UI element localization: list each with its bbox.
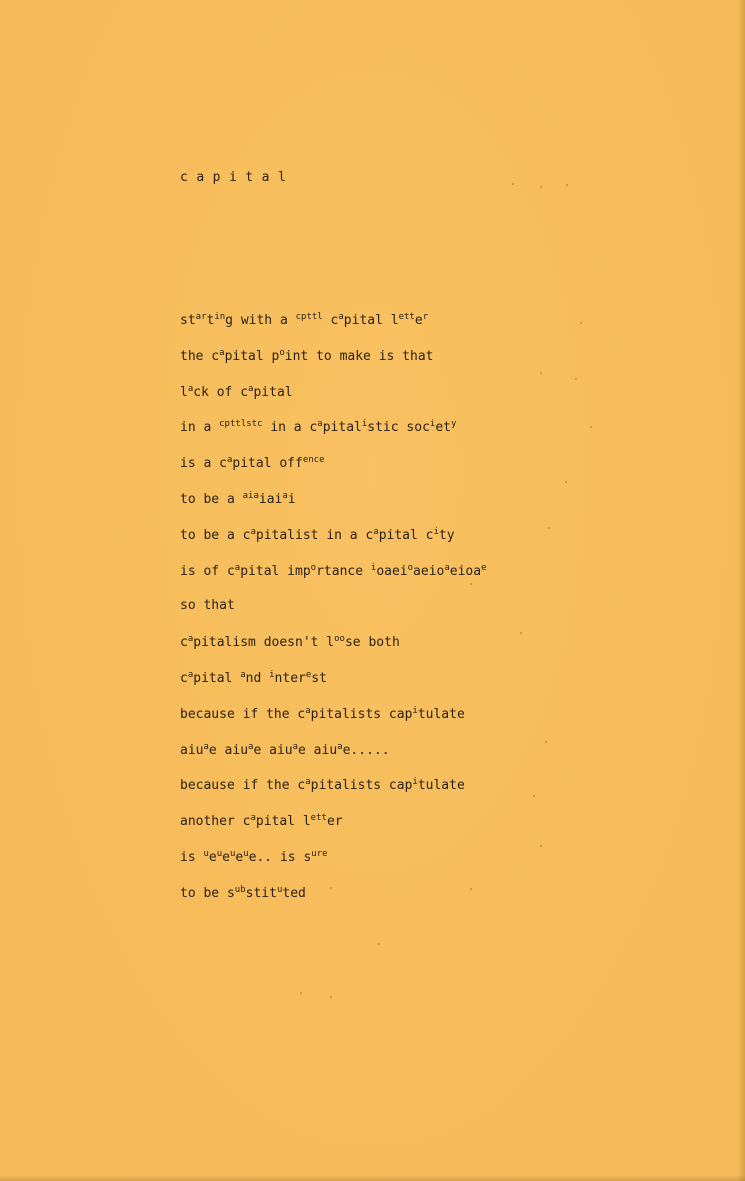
show-through-speck [548,527,550,529]
raised-letters: a [253,491,259,501]
line-text: e aiu [253,743,293,758]
raised-letters: ub [234,885,246,895]
line-text: pital [253,385,293,400]
line-text: is [180,850,204,865]
line-text: nter [274,671,306,686]
line-text: e aiu [298,743,338,758]
line-text: eioa [449,564,482,579]
show-through-speck [330,996,332,998]
raised-letters: ai [242,491,254,501]
line-text: pital [193,671,241,686]
line-text: i [287,492,296,507]
line-text: the c [180,349,220,364]
raised-letters: a [338,312,344,322]
raised-letters: o [310,563,317,573]
poem-line [180,598,235,613]
line-text: stic soc [367,420,430,435]
line-text: oaei [376,564,408,579]
line-text: e [208,850,217,865]
line-text: pitalists cap [310,707,413,722]
line-text: pital [322,420,362,435]
show-through-speck [520,632,522,634]
line-text: aeio [413,564,445,579]
line-text: in a c [262,420,318,435]
raised-letters: o [407,563,414,573]
line-text: pital p [224,349,280,364]
poem-line [180,491,296,507]
raised-letters: a [187,670,194,680]
show-through-speck [565,481,567,483]
line-text: pital l [343,313,399,328]
raised-letters: a [337,742,343,752]
raised-letters: oo [334,634,345,644]
line-text: pital c [378,528,434,543]
line-text: is a c [180,456,227,471]
raised-letters: u [276,885,283,895]
raised-letters: ett [398,312,415,322]
raised-letters: a [292,742,299,752]
raised-letters: ure [311,849,328,859]
raised-letters: i [412,706,418,716]
line-text: st [311,671,327,686]
show-through-speck [540,845,542,847]
show-through-speck [300,992,302,994]
raised-letters: i [269,670,275,680]
raised-letters: a [187,634,194,644]
poem-line [180,348,434,364]
show-through-speck [378,943,380,945]
line-text: ck of c [193,385,249,400]
raised-letters: u [229,849,236,859]
line-text: t [206,313,215,328]
line-text: in a [180,420,220,435]
line-text: pital off [232,456,303,471]
poem-line [180,634,400,650]
raised-letters: ence [302,455,325,465]
raised-letters: i [361,419,368,429]
raised-letters: a [226,455,233,465]
show-through-speck [566,184,568,186]
line-text: int to make is that [284,349,434,364]
line-text: to be a c [180,528,251,543]
raised-letters: a [248,384,254,394]
raised-letters: u [243,849,249,859]
line-text: e [222,850,230,865]
line-text: l [180,385,188,400]
raised-letters: a [250,527,256,537]
line-text: e..... [342,743,390,758]
line-text: pitalism doesn't l [193,635,335,650]
raised-letters: a [187,384,194,394]
show-through-speck [470,583,472,585]
raised-letters: a [250,813,256,823]
poem-line [180,563,487,579]
poem-line [180,849,328,865]
raised-letters: a [248,742,254,752]
poem-line [180,813,343,829]
raised-letters: i [412,777,418,787]
line-text: e aiu [208,743,249,758]
show-through-speck [470,888,472,890]
line-text: tulate [417,707,465,722]
poem-line [180,455,325,471]
show-through-speck [540,186,542,188]
line-text: because if the c [180,707,306,722]
line-text: aiu [180,743,204,758]
line-text: se both [344,635,400,650]
line-text: another c [180,814,251,829]
line-text: pital l [255,814,311,829]
poem-line [180,384,293,400]
line-text: ty [438,528,455,543]
show-through-speck [512,183,514,185]
poem-line [180,885,306,901]
raised-letters: a [240,670,246,680]
line-text: g with a [225,313,296,328]
raised-letters: a [305,706,311,716]
line-text: pitalists cap [310,778,413,793]
raised-letters: i [433,527,439,537]
raised-letters: a [317,419,323,429]
line-text: c [322,313,339,328]
poem-line [180,742,390,758]
raised-letters: e [481,563,487,573]
poem-line [180,777,465,793]
show-through-speck [580,322,582,324]
show-through-speck [575,378,577,380]
line-text: e [414,313,423,328]
raised-letters: i [370,563,377,573]
raised-letters: cpttlstc [219,419,263,429]
raised-letters: o [279,348,285,358]
raised-letters: u [203,849,209,859]
raised-letters: u [216,849,223,859]
raised-letters: in [214,312,226,322]
raised-letters: a [203,742,209,752]
line-text: c [180,671,188,686]
line-text: st [180,313,196,328]
poem-line [180,706,465,722]
line-text: because if the c [180,778,306,793]
raised-letters: ett [310,813,327,823]
raised-letters: a [282,491,288,501]
line-text: stit [245,886,277,901]
line-text: et [435,420,451,435]
line-text: pital imp [240,564,311,579]
poem-line [180,670,327,686]
page-edge-shadow [737,0,745,1181]
line-text: iai [258,492,283,507]
line-text: c [180,635,188,650]
line-text: nd [245,671,270,686]
line-text: e [235,850,244,865]
line-text: rtance [316,564,371,579]
line-text: e.. is s [248,850,312,865]
line-text: tulate [417,778,465,793]
raised-letters: a [234,563,241,573]
raised-letters: cpttl [295,312,323,322]
show-through-speck [330,887,332,889]
show-through-speck [533,795,535,797]
raised-letters: r [422,312,429,322]
line-text: to be a [180,492,243,507]
show-through-speck [545,741,547,743]
raised-letters: y [450,419,457,429]
raised-letters: a [444,563,450,573]
line-text: to be s [180,886,235,901]
raised-letters: a [219,348,225,358]
line-text: ted [282,886,306,901]
raised-letters: e [305,670,312,680]
raised-letters: ar [195,312,207,322]
line-text: so that [180,598,235,613]
poem-line [180,312,428,328]
raised-letters: i [429,419,436,429]
raised-letters: a [373,527,379,537]
show-through-speck [590,426,592,428]
line-text: pitalist in a c [255,528,374,543]
poem-line [180,527,455,543]
line-text: is of c [180,564,235,579]
line-text: er [326,814,343,829]
page-edge-shadow [0,1175,745,1181]
raised-letters: a [305,777,311,787]
poem-line [180,419,456,435]
show-through-speck [540,372,542,374]
page-title: capital [180,170,295,185]
